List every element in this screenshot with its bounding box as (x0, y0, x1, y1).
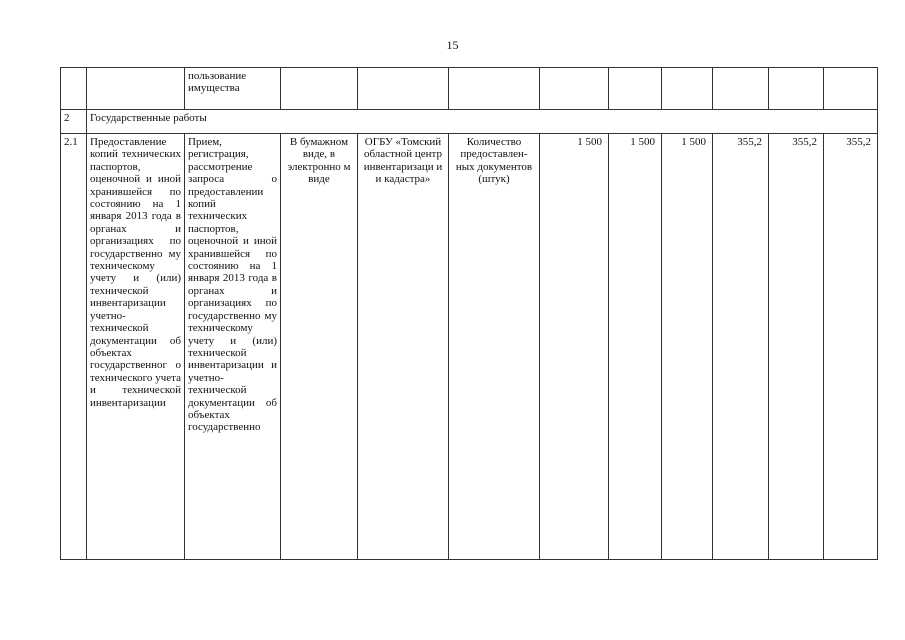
section-title: Государственные работы (87, 110, 878, 134)
continuation-text: пользование имущества (188, 70, 247, 95)
item-value-5: 355,2 (769, 134, 824, 560)
cell-name (87, 68, 185, 110)
item-number: 2.1 (61, 134, 87, 560)
item-value-1: 1 500 (540, 134, 609, 560)
item-indicator: Количество предоставлен-ных документов (штук) (449, 134, 540, 560)
page-number: 15 (446, 38, 459, 52)
cell-num (61, 68, 87, 110)
table-row-section (61, 110, 878, 134)
section-number: 2 (61, 110, 87, 134)
table-row-item (61, 134, 878, 560)
item-value-2: 1 500 (609, 134, 662, 560)
table-row-continuation (61, 68, 878, 110)
item-value-3: 1 500 (662, 134, 713, 560)
item-content: Прием, регистрация, рассмотрение запроса о предоставлении копий технических паспортов, оценочной и иной хранившейся по состоянию на 1 января 2013 года в органах и организациях по государственно му техническому учету и (или) технической инвентаризации и учетно-технической документации об объектах государственно (185, 134, 281, 560)
item-name: Предоставление копий технических паспортов, оценочной и иной хранившейся по состоянию на 1 января 2013 года в органах и организациях по государственно му техническому учету и (или) технической инвентаризации учетно-технической документации об объектах государственног о технического учета и технической инвентаризации (87, 134, 185, 560)
item-value-6: 355,2 (824, 134, 878, 560)
services-table (60, 67, 878, 560)
cell-content (185, 68, 281, 110)
item-provider: ОГБУ «Томский областной центр инвентаризаци и и кадастра» (358, 134, 449, 560)
item-value-4: 355,2 (713, 134, 769, 560)
item-form: В бумажном виде, в электронно м виде (281, 134, 358, 560)
